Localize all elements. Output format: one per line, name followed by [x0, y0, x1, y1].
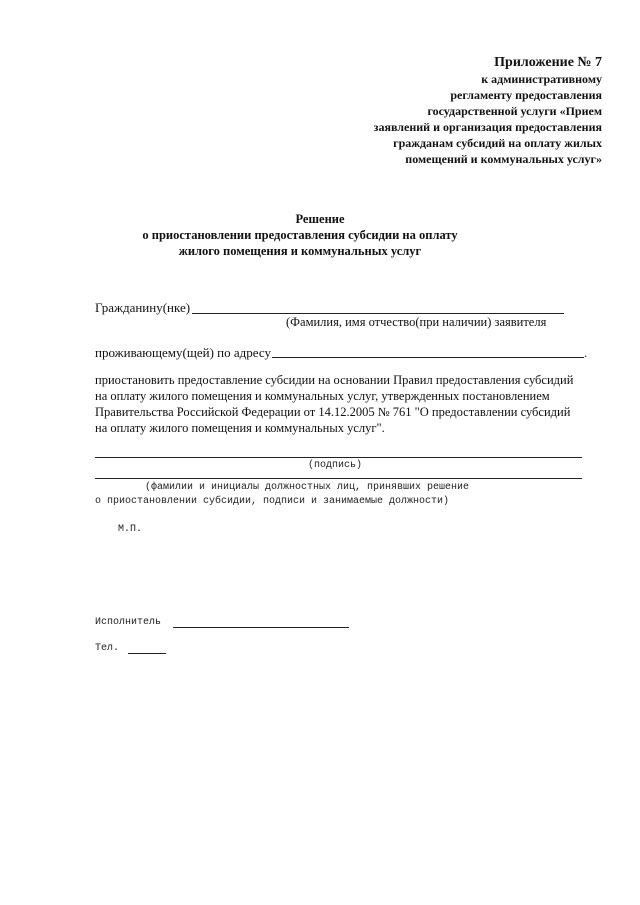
- appendix-line: регламенту предоставления: [450, 88, 602, 102]
- phone-label: Тел.: [95, 643, 120, 654]
- executor-line[interactable]: [173, 627, 349, 628]
- phone-line[interactable]: [128, 653, 166, 654]
- signature-line[interactable]: [95, 457, 582, 458]
- body-line: приостановить предоставление субсидии на основании Правил предоставления субсидий: [95, 373, 574, 387]
- appendix-line: государственной услуги «Прием: [427, 104, 602, 118]
- appendix-line: заявлений и организация предоставления: [373, 120, 602, 134]
- appendix-line: помещений и коммунальных услуг»: [405, 152, 602, 166]
- decision-subtitle-line: о приостановлении предоставления субсидии на оплату: [142, 228, 458, 242]
- citizen-name-line[interactable]: [192, 313, 564, 314]
- seal-label: М.П.: [118, 524, 143, 535]
- appendix-title: Приложение № 7: [494, 55, 602, 70]
- address-line[interactable]: [272, 357, 584, 358]
- decision-title: Решение: [295, 212, 345, 226]
- address-end: .: [584, 345, 588, 360]
- citizen-label: Гражданину(нке): [95, 300, 191, 315]
- body-paragraph: [95, 372, 600, 436]
- appendix-line: к административному: [481, 72, 602, 86]
- signature-caption: (подпись): [308, 460, 363, 471]
- body-line: Правительства Российской Федерации от 14.12.2005 № 761 "О предоставлении субсидий: [95, 405, 571, 419]
- officials-line[interactable]: [95, 478, 582, 479]
- officials-caption-2: о приостановлении субсидии, подписи и занимаемые должности): [95, 496, 450, 507]
- address-label: проживающему(щей) по адресу: [95, 345, 271, 360]
- decision-subtitle-line: жилого помещения и коммунальных услуг: [178, 244, 422, 258]
- body-line: на оплату жилого помещения и коммунальных услуг".: [95, 421, 385, 435]
- appendix-line: гражданам субсидий на оплату жилых: [393, 136, 602, 150]
- appendix-header: [302, 55, 602, 167]
- citizen-caption: (Фамилия, имя отчество(при наличии) заявителя: [286, 315, 547, 329]
- body-line: на оплату жилого помещения и коммунальных услуг, утвержденных постановлением: [95, 389, 550, 403]
- executor-label: Исполнитель: [95, 617, 162, 628]
- officials-caption-1: (фамилии и инициалы должностных лиц, принявших решение: [145, 482, 470, 493]
